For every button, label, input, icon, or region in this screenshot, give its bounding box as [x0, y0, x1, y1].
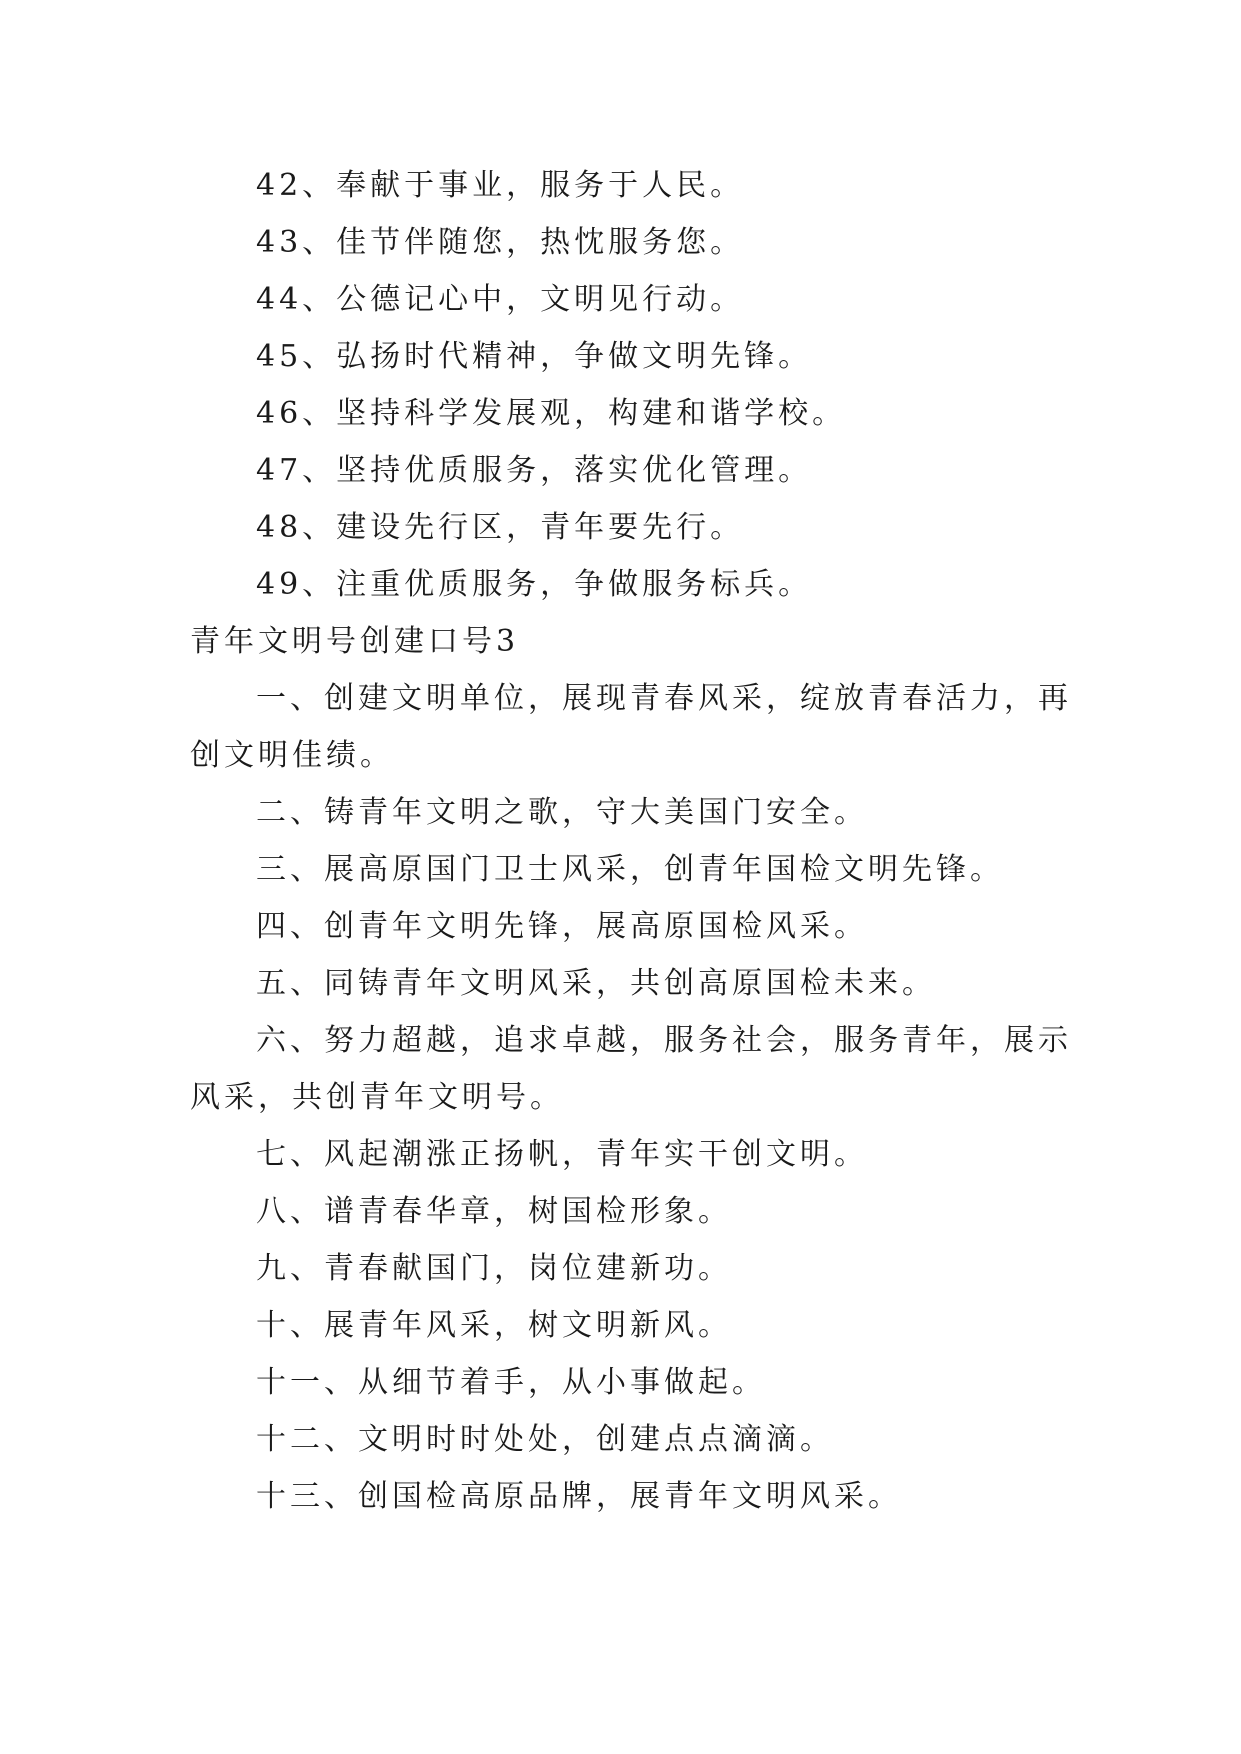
slogan-8: 八、谱青春华章，树国检形象。 — [256, 1194, 732, 1229]
section-heading: 青年文明号创建口号3 — [190, 624, 520, 659]
slogan-9: 九、青春献国门，岗位建新功。 — [256, 1251, 732, 1286]
slogan-12: 十二、文明时时处处，创建点点滴滴。 — [256, 1422, 834, 1457]
slogan-6-line-1: 六、努力超越，追求卓越，服务社会，服务青年，展示 — [256, 1023, 1072, 1058]
slogan-6-line-2: 风采，共创青年文明号。 — [190, 1080, 564, 1115]
slogan-46: 46、坚持科学发展观，构建和谐学校。 — [256, 396, 847, 431]
slogan-42: 42、奉献于事业，服务于人民。 — [256, 168, 745, 203]
slogan-47: 47、坚持优质服务，落实优化管理。 — [256, 453, 813, 488]
slogan-1-line-1: 一、创建文明单位，展现青春风采，绽放青春活力，再 — [256, 681, 1072, 716]
slogan-11: 十一、从细节着手，从小事做起。 — [256, 1365, 766, 1400]
slogan-43: 43、佳节伴随您，热忱服务您。 — [256, 225, 745, 260]
slogan-1-line-2: 创文明佳绩。 — [190, 738, 394, 773]
slogan-2: 二、铸青年文明之歌，守大美国门安全。 — [256, 795, 868, 830]
slogan-4: 四、创青年文明先锋，展高原国检风采。 — [256, 909, 868, 944]
slogan-44: 44、公德记心中，文明见行动。 — [256, 282, 745, 317]
slogan-48: 48、建设先行区，青年要先行。 — [256, 510, 745, 545]
slogan-49: 49、注重优质服务，争做服务标兵。 — [256, 567, 813, 602]
slogan-10: 十、展青年风采，树文明新风。 — [256, 1308, 732, 1343]
slogan-5: 五、同铸青年文明风采，共创高原国检未来。 — [256, 966, 936, 1001]
slogan-45: 45、弘扬时代精神，争做文明先锋。 — [256, 339, 813, 374]
slogan-13: 十三、创国检高原品牌，展青年文明风采。 — [256, 1479, 902, 1514]
slogan-3: 三、展高原国门卫士风采，创青年国检文明先锋。 — [256, 852, 1004, 887]
slogan-7: 七、风起潮涨正扬帆，青年实干创文明。 — [256, 1137, 868, 1172]
